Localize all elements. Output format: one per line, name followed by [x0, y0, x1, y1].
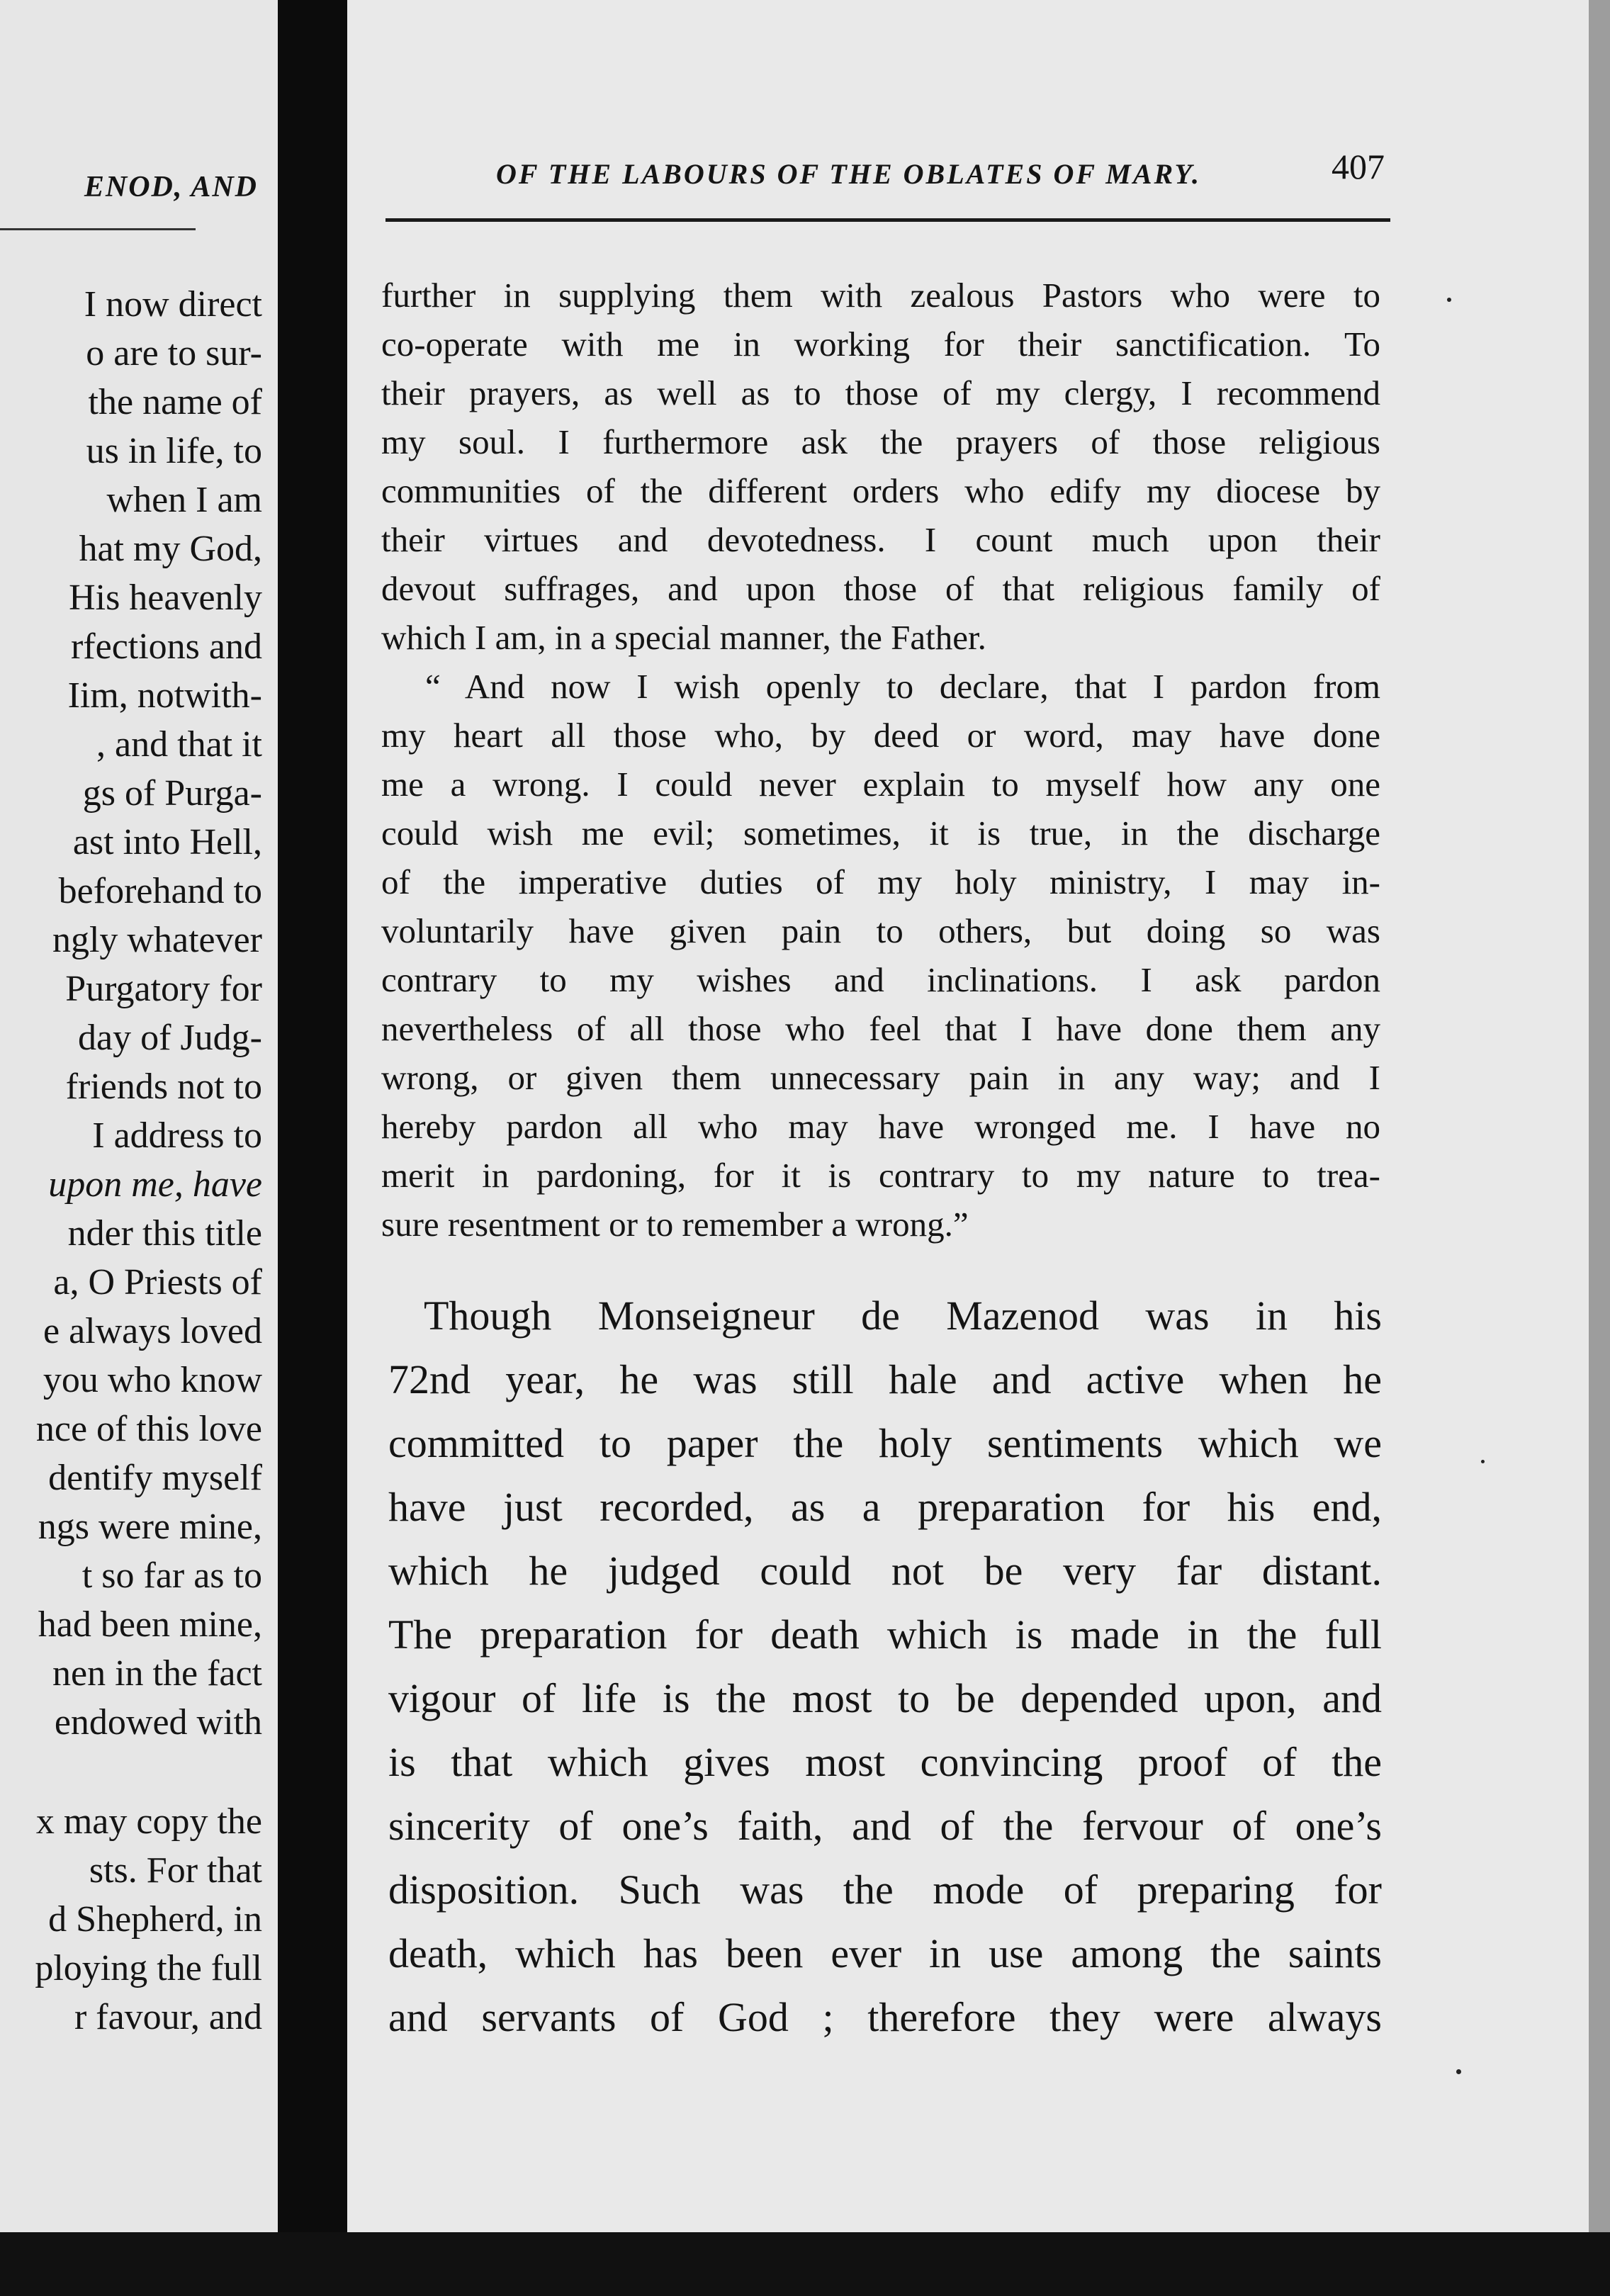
body-paragraph [388, 1284, 1382, 2049]
left-line: a, O Priests of [53, 1262, 262, 1302]
left-text-column [35, 280, 262, 2042]
left-line: o are to sur- [86, 333, 262, 373]
left-line: hat my God, [79, 529, 262, 569]
left-line: nen in the fact [52, 1653, 262, 1694]
scan-speck [1481, 1460, 1485, 1463]
body-line: The preparation for death which is made in the full [388, 1611, 1382, 1658]
quote-line: of the imperative duties of my holy ministry, I may in- [381, 862, 1380, 901]
quote-line: their prayers, as well as to those of my clergy, I recommend [381, 373, 1380, 412]
left-line: d Shepherd, in [48, 1899, 262, 1940]
left-line: r favour, and [74, 1997, 262, 2037]
left-line: rfections and [70, 626, 262, 667]
left-line: had been mine, [38, 1604, 262, 1645]
left-line: Purgatory for [65, 969, 262, 1009]
quote-line: co-operate with me in working for their sanctification. To [381, 325, 1380, 364]
quote-line: devout suffrages, and upon those of that religious family of [381, 569, 1380, 608]
quote-line: could wish me evil; sometimes, it is true, in the discharge [381, 814, 1380, 852]
body-line: have just recorded, as a preparation for his end, [388, 1484, 1382, 1530]
left-line: ngs were mine, [38, 1507, 262, 1547]
left-line: beforehand to [58, 871, 262, 911]
quote-line: my heart all those who, by deed or word, may have done [381, 716, 1380, 755]
body-line: death, which has been ever in use among the saints [388, 1930, 1382, 1976]
quote-line: communities of the different orders who edify my diocese by [381, 471, 1380, 510]
scan-speck [1447, 298, 1451, 302]
body-line: and servants of God ; therefore they were always [388, 1994, 1382, 2040]
quote-line: contrary to my wishes and inclinations. I ask pardon [381, 960, 1380, 999]
quote-line: my soul. I furthermore ask the prayers of those religious [381, 422, 1380, 461]
left-line: nce of this love [35, 1409, 262, 1449]
left-line: I now direct [84, 284, 262, 325]
running-head: OF THE LABOURS OF THE OBLATES OF MARY. [496, 158, 1201, 190]
body-line: is that which gives most convincing proof of the [388, 1739, 1382, 1785]
left-running-head: ENOD, AND [84, 171, 258, 203]
left-line: the name of [88, 382, 262, 422]
page-407 [347, 0, 1589, 2232]
left-line: t so far as to [81, 1555, 262, 1596]
body-line: Though Monseigneur de Mazenod was in his [424, 1293, 1382, 1339]
left-line: us in life, to [86, 431, 262, 471]
scan-speck [1456, 2069, 1461, 2074]
left-line: upon me, have [48, 1164, 262, 1205]
body-line: which he judged could not be very far distant. [388, 1548, 1382, 1594]
quote-line: which I am, in a special manner, the Father. [381, 618, 986, 657]
body-line: committed to paper the holy sentiments which we [388, 1420, 1382, 1466]
body-line: disposition. Such was the mode of preparing for [388, 1867, 1382, 1913]
page-number: 407 [1332, 147, 1385, 186]
left-paragraph-gap [35, 1747, 262, 1797]
left-line: endowed with [54, 1702, 262, 1743]
body-line: 72nd year, he was still hale and active when he [388, 1356, 1382, 1402]
left-line: I address to [92, 1115, 262, 1156]
left-header-rule [0, 228, 196, 230]
body-line: sincerity of one’s faith, and of the fervour of one’s [388, 1803, 1382, 1849]
book-gutter [278, 0, 347, 2296]
header-rule [385, 218, 1390, 222]
page-edge-shadow [1589, 0, 1610, 2296]
left-line: e always loved [43, 1311, 262, 1351]
left-line: gs of Purga- [82, 773, 262, 814]
quote-line: nevertheless of all those who feel that I have done them any [381, 1009, 1380, 1048]
quote-line: voluntarily have given pain to others, but doing so was [381, 911, 1380, 950]
left-line: you who know [43, 1360, 262, 1400]
quote-line: merit in pardoning, for it is contrary to my nature to trea- [381, 1156, 1380, 1195]
left-line: , and that it [96, 724, 262, 765]
left-page-fragment [0, 0, 278, 2232]
left-line: ploying the full [35, 1948, 262, 1988]
left-line: when I am [106, 480, 262, 520]
quote-line: sure resentment or to remember a wrong.” [381, 1205, 969, 1244]
quote-line: hereby pardon all who may have wronged me. I have no [381, 1107, 1380, 1146]
left-line: day of Judg- [78, 1018, 262, 1058]
left-line: friends not to [65, 1067, 262, 1107]
left-line: Iim, notwith- [67, 675, 262, 716]
quote-line: “ And now I wish openly to declare, that I pardon from [425, 667, 1380, 706]
left-line: x may copy the [35, 1801, 262, 1842]
left-line: ngly whatever [52, 920, 262, 960]
left-line: dentify myself [48, 1458, 262, 1498]
left-line: ast into Hell, [72, 822, 262, 862]
quote-line: their virtues and devotedness. I count much upon their [381, 520, 1380, 559]
left-line: sts. For that [89, 1850, 262, 1891]
quote-line: wrong, or given them unnecessary pain in any way; and I [381, 1058, 1380, 1097]
quote-line: me a wrong. I could never explain to myself how any one [381, 765, 1380, 804]
body-line: vigour of life is the most to be depended upon, and [388, 1675, 1382, 1721]
scan-bottom-edge [0, 2232, 1610, 2296]
quote-line: further in supplying them with zealous Pastors who were to [381, 276, 1380, 315]
left-line: nder this title [67, 1213, 262, 1254]
quoted-testament-text [381, 271, 1380, 1249]
left-line: His heavenly [69, 578, 262, 618]
